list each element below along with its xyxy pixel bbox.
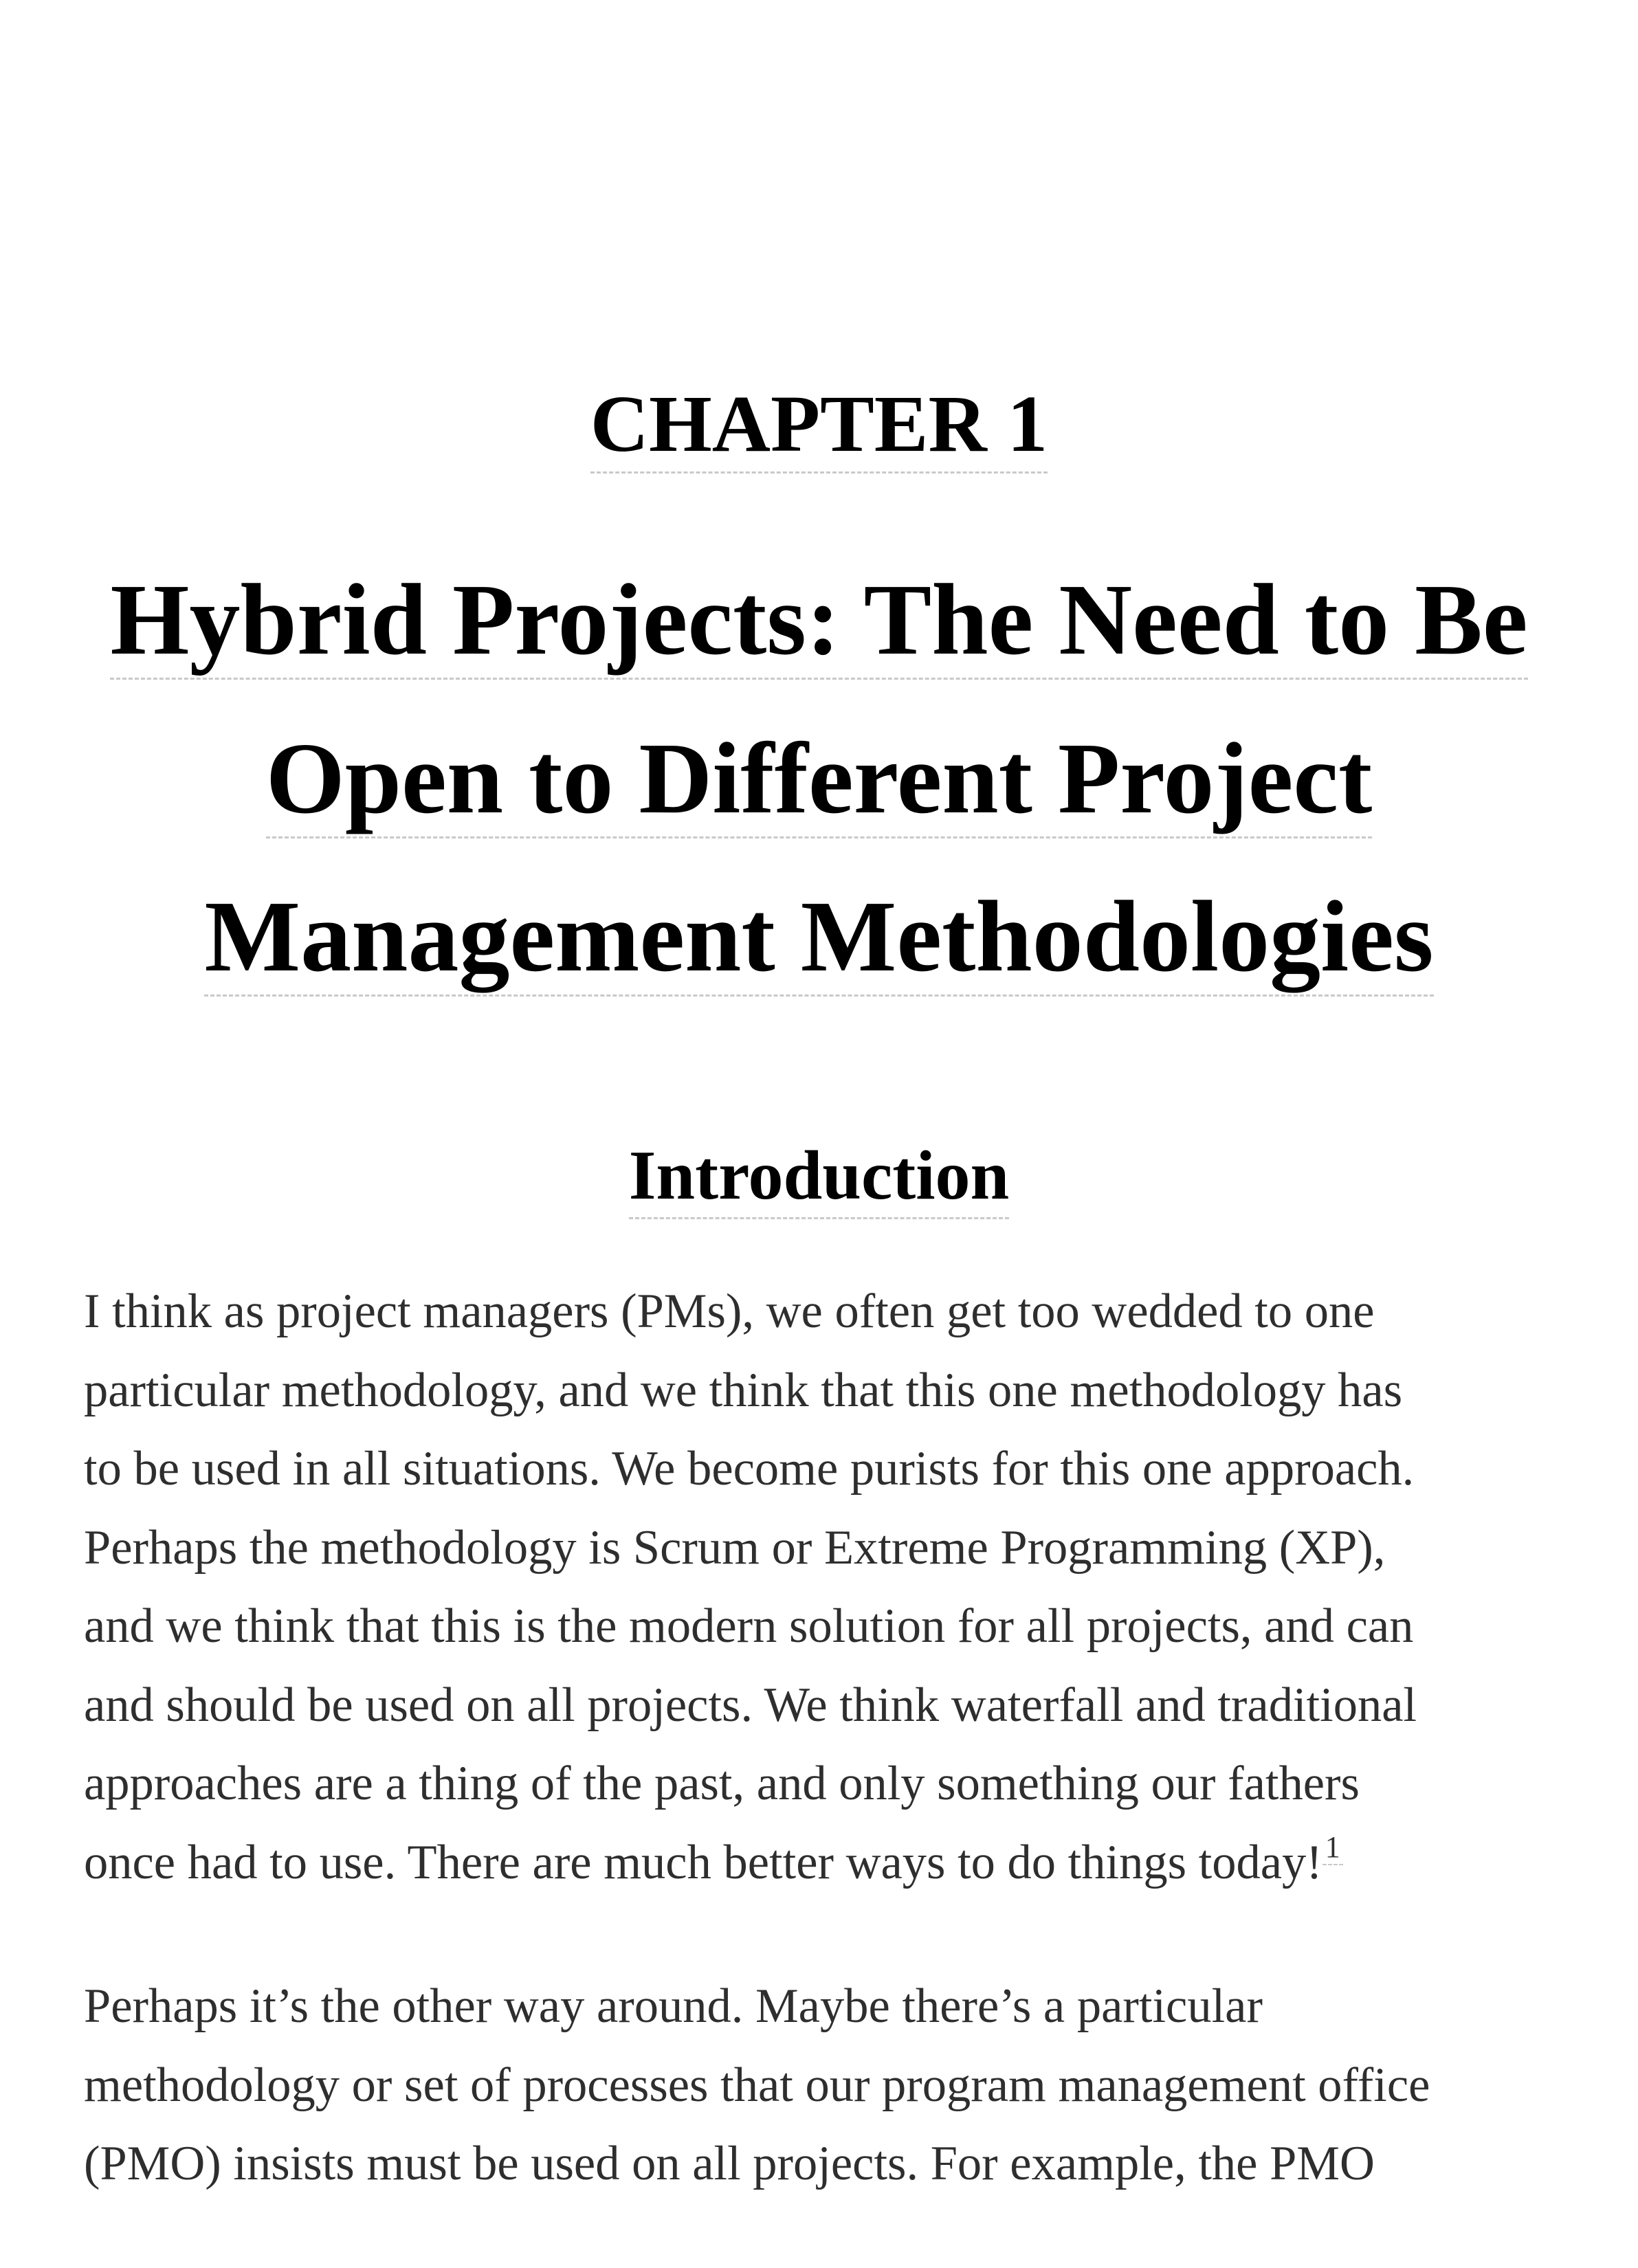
paragraph-line: and should be used on all projects. We think waterfall and traditional — [84, 1678, 1417, 1732]
section-heading: Introduction — [629, 1135, 1010, 1219]
paragraph-line: methodology or set of processes that our program management office — [84, 2058, 1430, 2112]
section-heading-block — [0, 1135, 1638, 1219]
paragraph-line: (PMO) insists must be used on all projects. For example, the PMO — [84, 2137, 1375, 2190]
paragraph-line-text: once had to use. There are much better ways to do things today! — [84, 1835, 1322, 1889]
paragraph-line: approaches are a thing of the past, and only something our fathers — [84, 1757, 1360, 1810]
paragraph-line: particular methodology, and we think that this one methodology has — [84, 1363, 1403, 1417]
paragraph-line: Perhaps it’s the other way around. Maybe there’s a particular — [84, 1979, 1263, 2033]
paragraph-line: and we think that this is the modern solution for all projects, and can — [84, 1599, 1414, 1653]
paragraph-1 — [84, 1272, 1569, 1902]
paragraph-2 — [84, 1967, 1569, 2203]
chapter-label: CHAPTER 1 — [590, 377, 1048, 474]
paragraph-last-line — [84, 1823, 1569, 1902]
paragraph-line: to be used in all situations. We become purists for this one approach. — [84, 1442, 1415, 1496]
chapter-title-text: Open to Different Project — [266, 721, 1373, 838]
chapter-title-text: Management Methodologies — [204, 879, 1433, 997]
chapter-title-line-1 — [0, 562, 1638, 680]
chapter-title-line-3 — [0, 879, 1638, 997]
chapter-title-text: Hybrid Projects: The Need to Be — [110, 562, 1527, 680]
chapter-title-line-2 — [0, 721, 1638, 838]
paragraph-line: I think as project managers (PMs), we often get too wedded to one — [84, 1285, 1375, 1338]
paragraph-line: Perhaps the methodology is Scrum or Extreme Programming (XP), — [84, 1520, 1386, 1575]
footnote-link[interactable]: 1 — [1322, 1830, 1343, 1865]
chapter-label-block — [0, 377, 1638, 474]
